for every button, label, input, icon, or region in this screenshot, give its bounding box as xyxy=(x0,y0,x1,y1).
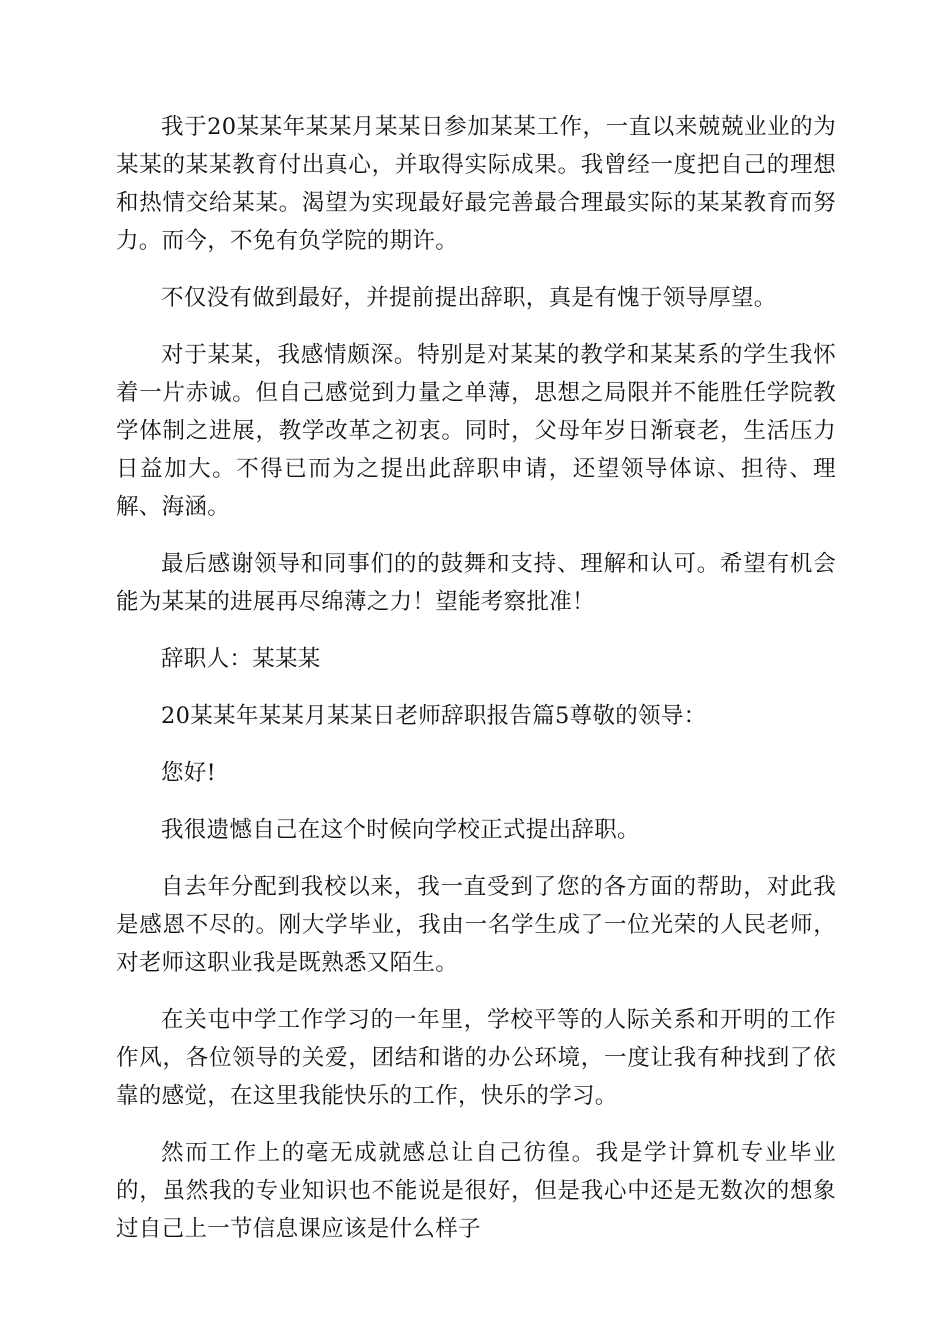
paragraph: 我于20某某年某某月某某日参加某某工作，一直以来兢兢业业的为某某的某某教育付出真心，并取得实际成果。我曾经一度把自己的理想和热情交给某某。渴望为实现最好最完善最合理最实际的某某教育而努力。而今，不免有负学院的期许。 xyxy=(116,114,836,254)
paragraph: 我很遗憾自己在这个时候向学校正式提出辞职。 xyxy=(161,817,640,843)
paragraph: 自去年分配到我校以来，我一直受到了您的各方面的帮助，对此我是感恩不尽的。刚大学毕业，我由一名学生成了一位光荣的人民老师，对老师这职业我是既熟悉又陌生。 xyxy=(116,874,836,976)
paragraph: 然而工作上的毫无成就感总让自己彷徨。我是学计算机专业毕业的，虽然我的专业知识也不能说是很好，但是我心中还是无数次的想象过自己上一节信息课应该是什么样子 xyxy=(116,1140,836,1242)
paragraph: 最后感谢领导和同事们的的鼓舞和支持、理解和认可。希望有机会能为某某的进展再尽绵薄之力！望能考察批准！ xyxy=(116,551,836,615)
date-and-heading: 20某某年某某月某某日老师辞职报告篇5尊敬的领导： xyxy=(161,703,707,729)
paragraph: 不仅没有做到最好，并提前提出辞职，真是有愧于领导厚望。 xyxy=(161,285,777,311)
paragraph: 对于某某，我感情颇深。特别是对某某的教学和某某系的学生我怀着一片赤诚。但自己感觉到力量之单薄，思想之局限并不能胜任学院教学体制之进展，教学改革之初衷。同时，父母年岁日渐衰老，生活压力日益加大。不得已而为之提出此辞职申请，还望领导体谅、担待、理解、海涵。 xyxy=(116,342,836,520)
paragraph: 在关屯中学工作学习的一年里，学校平等的人际关系和开明的工作作风，各位领导的关爱，团结和谐的办公环境，一度让我有种找到了依靠的感觉，在这里我能快乐的工作，快乐的学习。 xyxy=(116,1007,836,1109)
greeting: 您好! xyxy=(161,760,216,786)
document-page xyxy=(116,108,836,1267)
signature-line: 辞职人：某某某 xyxy=(161,646,321,672)
